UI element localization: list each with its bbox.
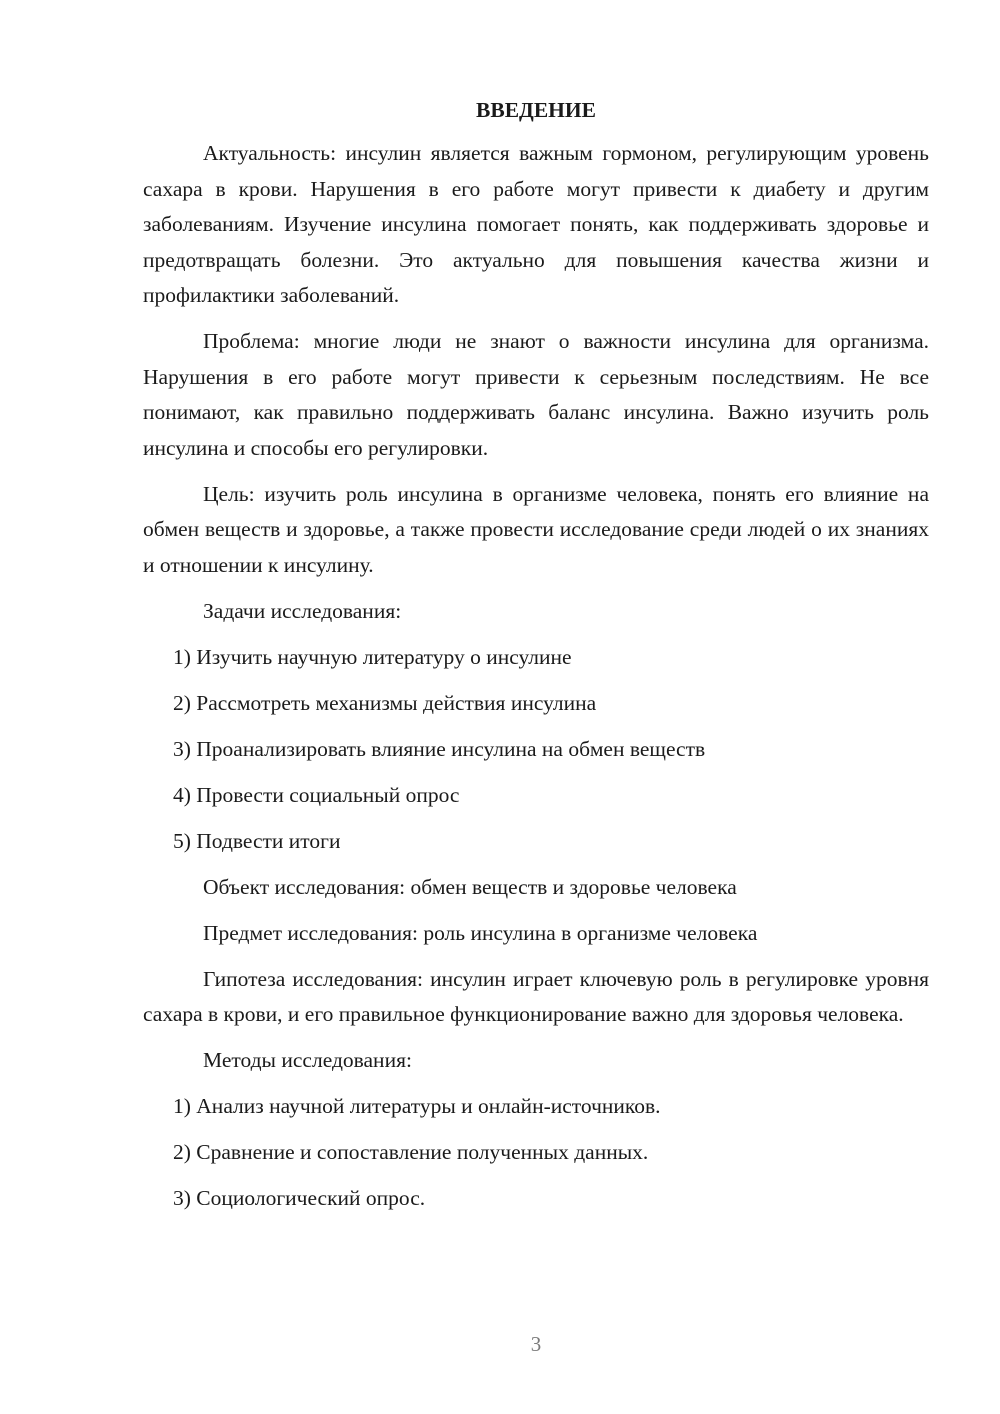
task-item: 2) Рассмотреть механизмы действия инсулина [173,690,597,715]
page-content [143,92,929,1227]
research-object: Объект исследования: обмен веществ и здоровье человека [203,874,737,899]
tasks-title: Задачи исследования: [203,598,402,623]
task-item: 1) Изучить научную литературу о инсулине [173,644,572,669]
page-number: 3 [530,1332,542,1356]
problem-paragraph: Проблема: многие люди не знают о важности инсулина для организма. Нарушения в его работе могут привести к серьезным последствиям. Не все понимают, как правильно поддерживать баланс инсулина. Важно изучить роль инсулина и способы его регулировки. [143,329,929,460]
method-item: 2) Сравнение и сопоставление полученных данных. [173,1140,649,1164]
relevance-paragraph: Актуальность: инсулин является важным гормоном, регулирующим уровень сахара в крови. Нарушения в его работе могут привести к диабету и другим заболеваниям. Изучение инсулина помогает понять, как поддерживать здоровье и предотвращать болезни. Это актуально для повышения качества жизни и профилактики заболеваний. [143,141,929,307]
task-item: 3) Проанализировать влияние инсулина на обмен веществ [173,736,706,761]
hypothesis-paragraph: Гипотеза исследования: инсулин играет ключевую роль в регулировке уровня сахара в крови, и его правильное функционирование важно для здоровья человека. [143,966,929,1026]
goal-paragraph: Цель: изучить роль инсулина в организме человека, понять его влияние на обмен веществ и здоровье, а также провести исследование среди людей о их знаниях и отношении к инсулину. [143,481,929,577]
method-item: 1) Анализ научной литературы и онлайн-источников. [173,1094,661,1118]
method-item: 3) Социологический опрос. [173,1186,426,1210]
methods-title: Методы исследования: [203,1048,412,1072]
task-item: 5) Подвести итоги [173,828,341,853]
research-subject: Предмет исследования: роль инсулина в организме человека [203,920,758,945]
task-item: 4) Провести социальный опрос [173,782,460,807]
section-heading: ВВЕДЕНИЕ [476,98,596,122]
